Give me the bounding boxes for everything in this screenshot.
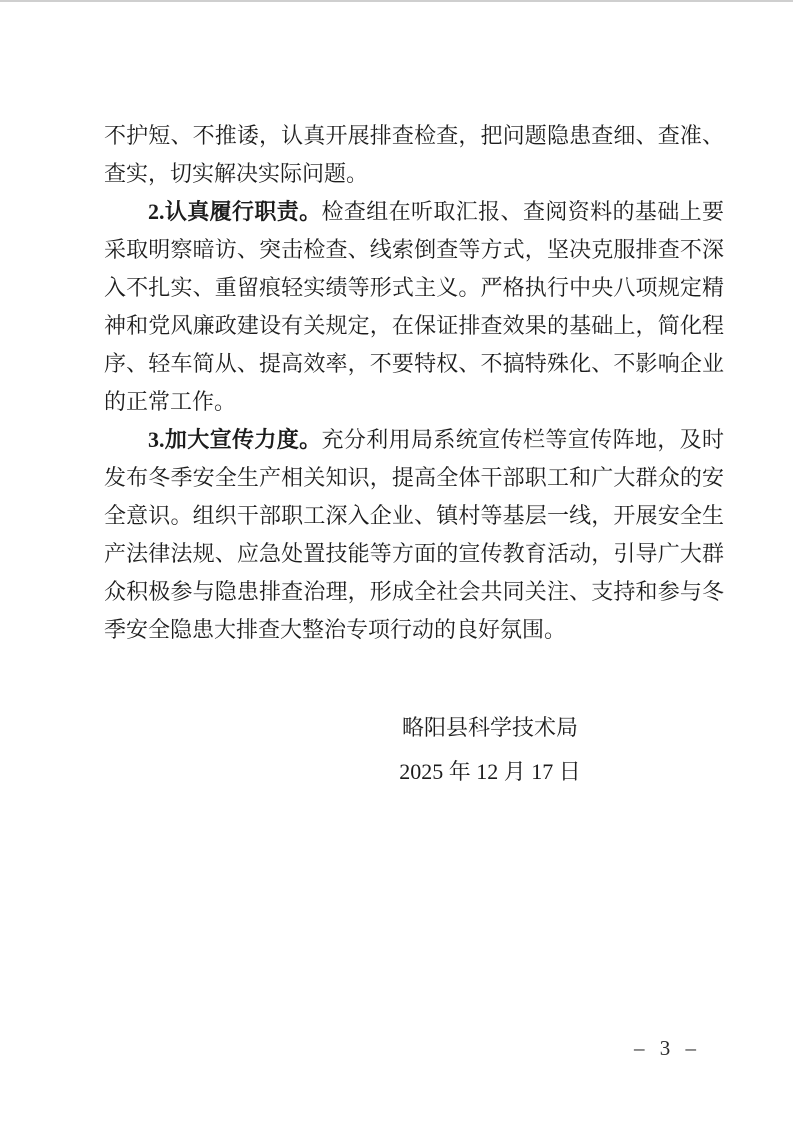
- paragraph-heading: 3.加大宣传力度。: [148, 427, 322, 452]
- signature-block: [340, 706, 640, 794]
- paragraph-text: 充分利用局系统宣传栏等宣传阵地，及时发布冬季安全生产相关知识，提高全体干部职工和广大群众的安全意识。组织干部职工深入企业、镇村等基层一线，开展安全生产法律法规、应急处置技能等方面的宣传教育活动，引导广大群众积极参与隐患排查治理，形成全社会共同关注、支持和参与冬季安全隐患大排查大整治专项行动的良好氛围。: [104, 427, 724, 642]
- signature-org: 略阳县科学技术局: [401, 715, 578, 740]
- page-number: – 3 –: [634, 1036, 701, 1060]
- paragraph-text: 检查组在听取汇报、查阅资料的基础上要采取明察暗访、突击检查、线索倒查等方式，坚决克服排查不深入不扎实、重留痕轻实绩等形式主义。严格执行中央八项规定精神和党风廉政建设有关规定，在保证排查效果的基础上，简化程序、轻车简从、提高效率，不要特权、不搞特殊化、不影响企业的正常工作。: [104, 199, 724, 414]
- document-body: [104, 117, 724, 649]
- scan-edge-line: [0, 0, 793, 2]
- signature-date: 2025 年 12 月 17 日: [399, 759, 581, 784]
- paragraph-item-2: [104, 193, 724, 421]
- paragraph-item-3: [104, 421, 724, 649]
- paragraph-text: 不护短、不推诿，认真开展排查检查，把问题隐患查细、查准、查实，切实解决实际问题。: [104, 123, 724, 186]
- paragraph-continuation: [104, 117, 724, 193]
- paragraph-heading: 2.认真履行职责。: [148, 199, 322, 224]
